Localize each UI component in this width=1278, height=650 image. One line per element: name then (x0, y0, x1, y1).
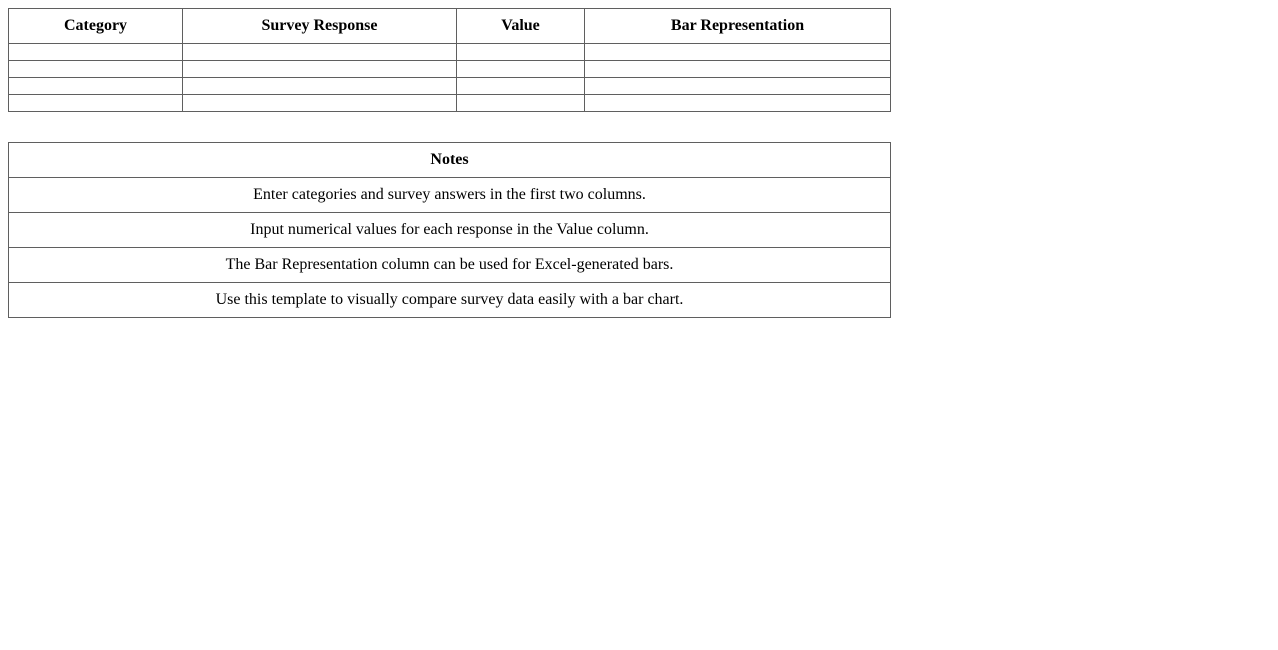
survey-header-row (9, 9, 891, 44)
cell-bar-representation[interactable] (585, 44, 891, 61)
cell-bar-representation[interactable] (585, 78, 891, 95)
notes-row (9, 283, 891, 318)
column-header-value: Value (457, 9, 585, 44)
note-item: Input numerical values for each response in the Value column. (9, 213, 891, 248)
notes-table (8, 142, 891, 318)
column-header-survey-response: Survey Response (183, 9, 457, 44)
cell-category[interactable] (9, 78, 183, 95)
table-row (9, 44, 891, 61)
cell-bar-representation[interactable] (585, 95, 891, 112)
cell-survey-response[interactable] (183, 95, 457, 112)
note-item: Use this template to visually compare survey data easily with a bar chart. (9, 283, 891, 318)
cell-bar-representation[interactable] (585, 61, 891, 78)
cell-value[interactable] (457, 78, 585, 95)
cell-survey-response[interactable] (183, 44, 457, 61)
column-header-category: Category (9, 9, 183, 44)
cell-value[interactable] (457, 61, 585, 78)
table-row (9, 95, 891, 112)
notes-header-row (9, 143, 891, 178)
notes-header: Notes (9, 143, 891, 178)
cell-category[interactable] (9, 61, 183, 78)
notes-row (9, 178, 891, 213)
notes-row (9, 213, 891, 248)
survey-table (8, 8, 891, 112)
note-item: Enter categories and survey answers in the first two columns. (9, 178, 891, 213)
cell-value[interactable] (457, 95, 585, 112)
cell-category[interactable] (9, 95, 183, 112)
table-row (9, 78, 891, 95)
cell-survey-response[interactable] (183, 78, 457, 95)
cell-survey-response[interactable] (183, 61, 457, 78)
column-header-bar-representation: Bar Representation (585, 9, 891, 44)
notes-row (9, 248, 891, 283)
note-item: The Bar Representation column can be used for Excel-generated bars. (9, 248, 891, 283)
cell-category[interactable] (9, 44, 183, 61)
table-row (9, 61, 891, 78)
cell-value[interactable] (457, 44, 585, 61)
